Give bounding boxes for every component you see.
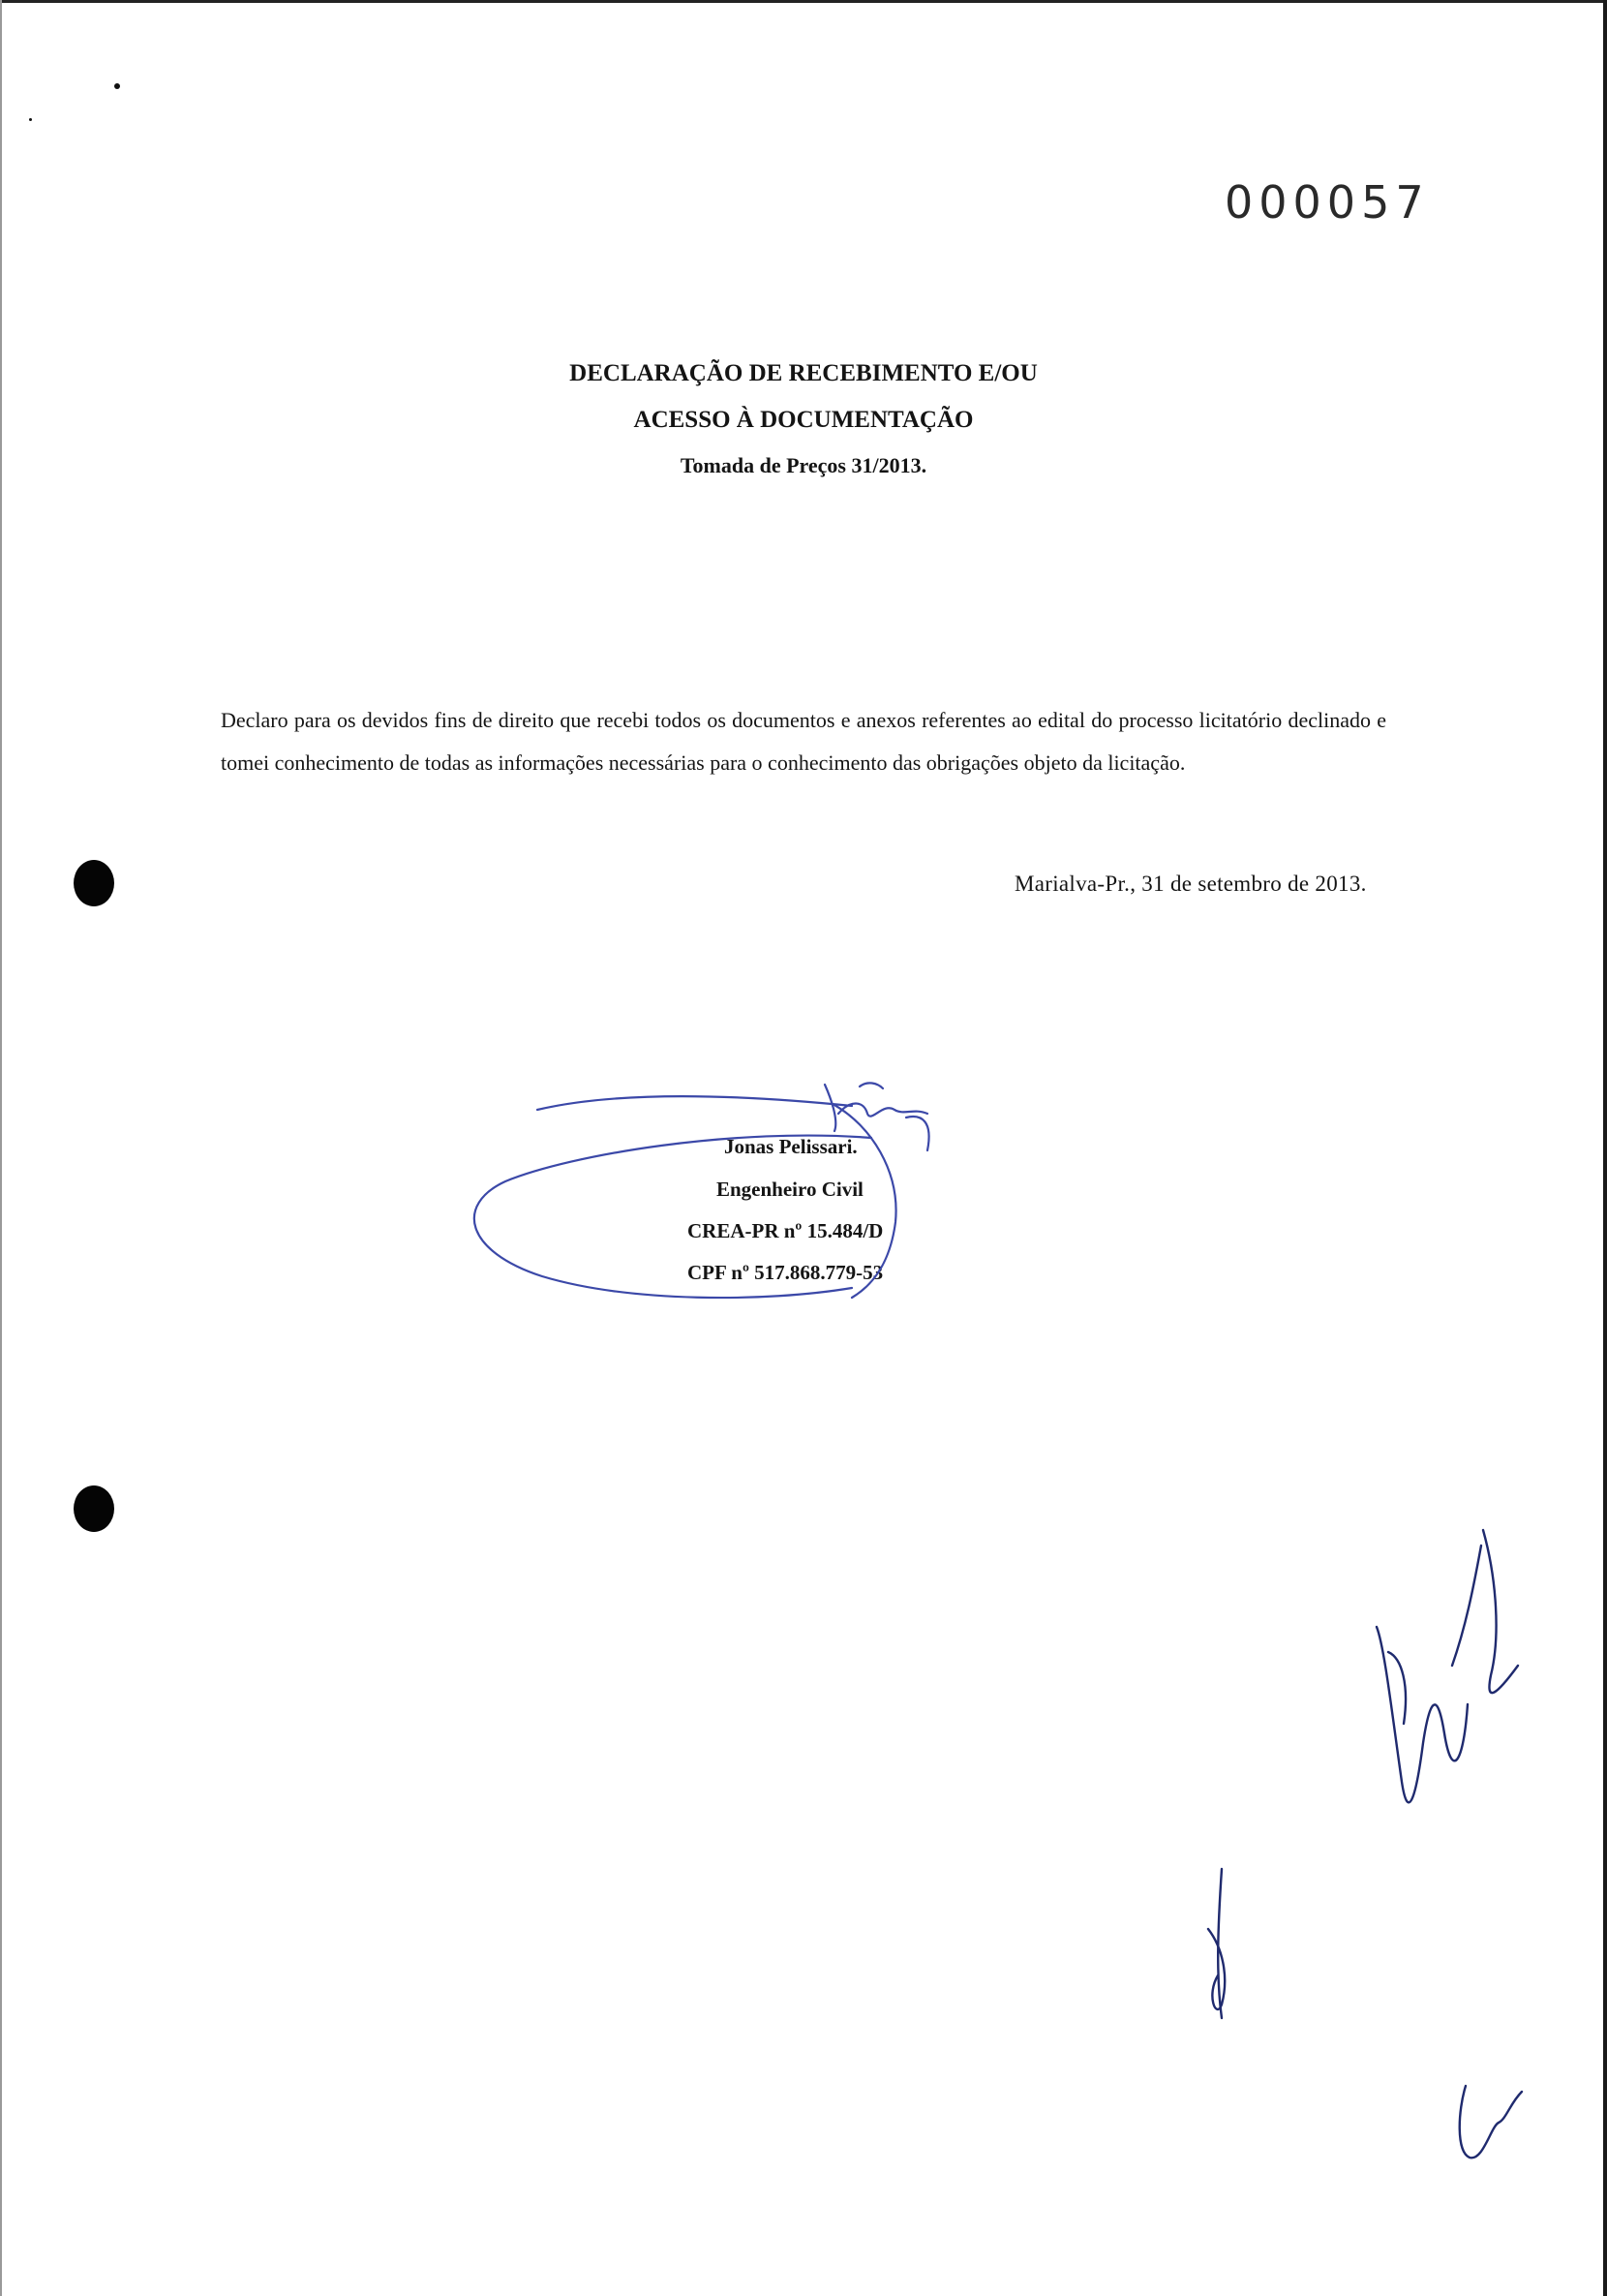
document-subtitle: ACESSO À DOCUMENTAÇÃO <box>633 407 974 433</box>
document-title: DECLARAÇÃO DE RECEBIMENTO E/OU <box>569 360 1038 386</box>
date-place: Marialva-Pr., 31 de setembro de 2013. <box>1015 872 1367 896</box>
signer-role: Engenheiro Civil <box>716 1178 864 1201</box>
margin-initials <box>1208 1530 1522 2158</box>
signer-cpf: CPF nº 517.868.779-53 <box>687 1261 884 1284</box>
signer-crea: CREA-PR nº 15.484/D <box>687 1219 884 1242</box>
page-number-stamp: 000057 <box>1225 176 1430 229</box>
declaration-body: Declaro para os devidos fins de direito que recebi todos os documentos e anexos referentes ao edital do processo licitatório declinado e tomei conhecimento de todas as informações necessárias para o conhecimento das obrigações objeto da licitação. <box>221 708 1386 775</box>
signer-name: Jonas Pelissari. <box>724 1135 858 1158</box>
main-signature <box>474 1083 929 1298</box>
document-reference: Tomada de Preços 31/2013. <box>680 453 927 477</box>
